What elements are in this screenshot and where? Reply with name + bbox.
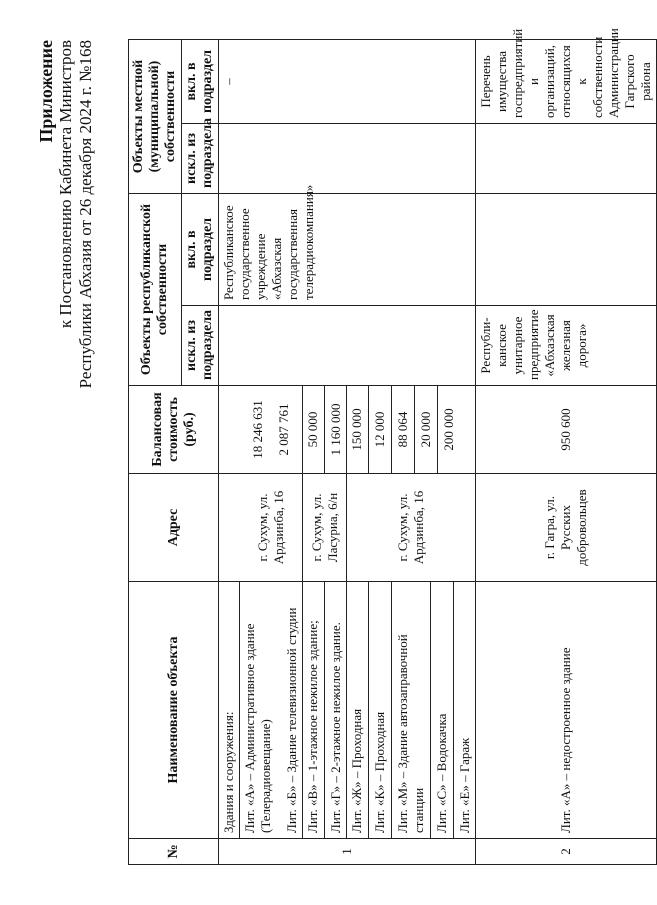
row-1-republic-incl: Республиканское государственное учреждение «Абхазская государственная телерадиокомпания»: [219, 194, 476, 306]
list-item: Лит. «Б» – Здание телевизионной студии: [284, 607, 299, 833]
subheader-republic-incl: вкл. в подраздел: [182, 194, 219, 306]
list-item: Лит. «Ж» – Проходная: [349, 708, 364, 833]
subheader-municipal-excl: искл. из подраздела: [182, 124, 219, 194]
list-item: Лит. «М» – Здание автозаправочной станции: [395, 634, 426, 833]
list-item: Лит. «В» – 1-этажное нежилое здание;: [305, 620, 320, 833]
address: г. Сухум, ул. Ардзинба, 16: [347, 474, 476, 582]
col-header-municipal: Объекты местной (муниципальной) собственности: [129, 39, 182, 193]
row-1-municipal-incl: –: [219, 39, 476, 123]
col-header-address: Адрес: [129, 474, 219, 582]
col-header-number: №: [129, 839, 219, 865]
col-header-balance: Балансовая стоимость (руб.): [129, 386, 219, 474]
row-1-number: 1: [219, 839, 476, 865]
row-1-republic-excl: [219, 306, 476, 386]
row-2-address: г. Гагра, ул. Русских добровольцев: [476, 474, 657, 582]
list-item: Лит. «А» – Административное здание (Телерадиовещание): [242, 623, 273, 833]
subheader-municipal-incl: вкл. в подраздел: [182, 39, 219, 123]
property-table: [128, 28, 657, 865]
header-line-2: Республики Абхазия от 26 декабря 2024 г. №168: [76, 40, 95, 389]
address: г. Сухум, ул. Ласуриа, 6/н: [303, 474, 347, 582]
balance-value: 150 000: [349, 408, 364, 451]
balance-value: 20 000: [418, 411, 433, 448]
list-item: Лит. «Г» – 2-этажное нежилое здание.: [328, 622, 343, 833]
table-row: [476, 39, 657, 864]
balance-value: 1 160 000: [328, 403, 343, 456]
row-1-municipal-excl: [219, 124, 476, 194]
row-2-republic-excl: Республи-канское унитарное предприятие «Абхазская железная дорога»: [476, 306, 657, 386]
balance-value: 12 000: [372, 411, 387, 448]
balance-value: 18 246 631: [249, 400, 265, 459]
appendix-title: Приложение: [36, 40, 56, 143]
table-header-row: [129, 39, 182, 864]
balance-value: 2 087 761: [275, 403, 291, 456]
balance-value: 88 064: [395, 411, 410, 448]
list-item: Лит. «С» – Водокачка: [434, 713, 449, 833]
col-header-name: Наименование объекта: [129, 582, 219, 839]
document-header: [36, 40, 96, 388]
balance-value: 50 000: [305, 411, 320, 448]
table-row-group-title: [219, 39, 240, 864]
address: г. Сухум, ул. Ардзинба, 16: [240, 474, 303, 582]
row-2-number: 2: [476, 839, 657, 865]
subheader-republic-excl: искл. из подраздела: [182, 306, 219, 386]
row-2-municipal-incl: Перечень имущества госпредприятий и организаций, относящихся к собственности Администрации Гагрского района: [476, 39, 657, 123]
header-line-1: к Постановлению Кабинета Министров: [56, 40, 75, 329]
row-2-name: Лит. «А» – недостроенное здание: [476, 582, 657, 839]
col-header-republic: Объекты республиканской собственности: [129, 194, 182, 386]
row-2-balance: 950 600: [476, 386, 657, 474]
list-item: Лит. «Е» – Гараж: [457, 737, 472, 833]
group-title: Здания и сооружения:: [219, 582, 240, 839]
list-item: Лит. «К» – Проходная: [372, 711, 387, 833]
balance-value: 200 000: [441, 408, 456, 451]
